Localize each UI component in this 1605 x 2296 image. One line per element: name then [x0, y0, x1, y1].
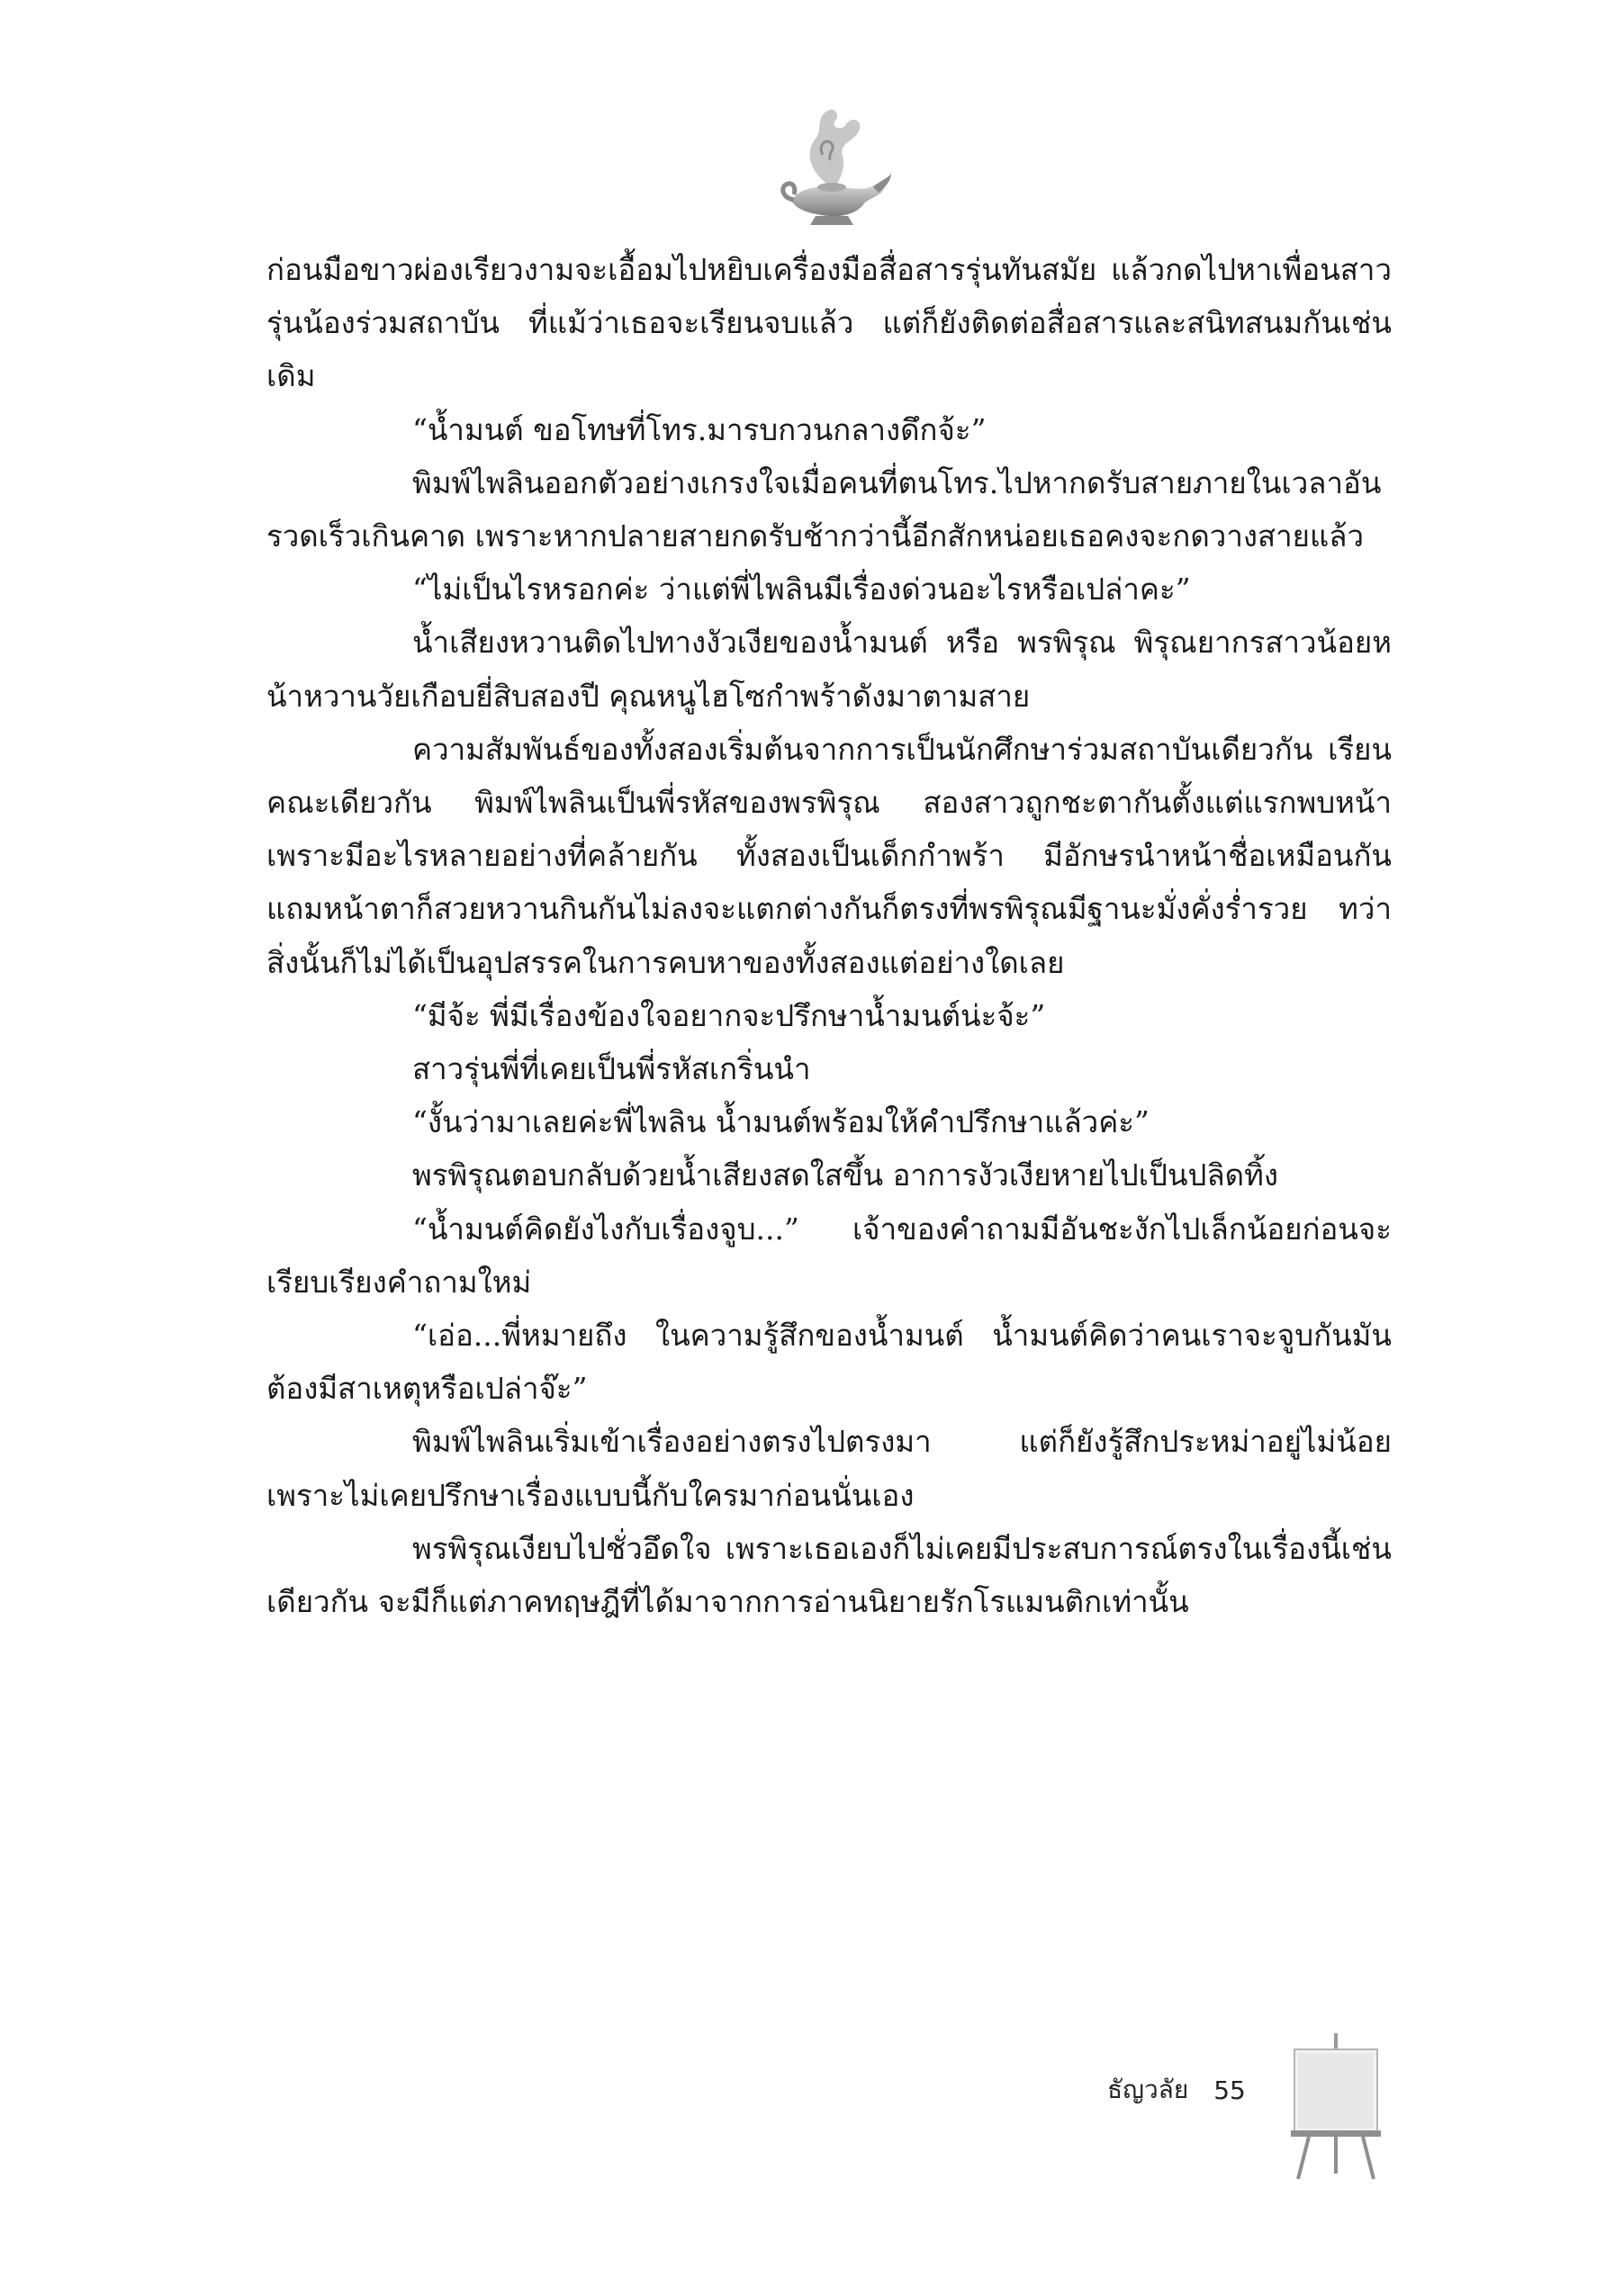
paragraph: ก่อนมือขาวผ่องเรียวงามจะเอื้อมไปหยิบเครื่องมือสื่อสารรุ่นทันสมัย แล้วกดไปหาเพื่อนสาวรุ่นน้องร่วมสถาบัน ที่แม้ว่าเธอจะเรียนจบแล้ว แต่ก็ยังติดต่อสื่อสารและสนิทสนมกันเช่นเดิม [266, 252, 1392, 394]
body-text [266, 243, 1392, 1628]
paragraph: พิมพ์ไพลินออกตัวอย่างเกรงใจเมื่อคนที่ตนโทร.ไปหากดรับสายภายในเวลาอันรวดเร็วเกินคาด เพราะหากปลายสายกดรับช้ากว่านี้อีกสักหน่อยเธอคงจะกดวางสายแล้ว [266, 464, 1382, 554]
paragraph: “มีจ้ะ พี่มีเรื่องข้องใจอยากจะปรึกษาน้ำมนต์น่ะจ้ะ” [412, 997, 1046, 1033]
page-number: 55 [1213, 2075, 1246, 2105]
footer-author: ธัญวลัย [1107, 2075, 1189, 2104]
page-footer [1107, 2070, 1246, 2110]
paragraph: พรพิรุณเงียบไปชั่วอึดใจ เพราะเธอเองก็ไม่เคยมีประสบการณ์ตรงในเรื่องนี้เช่นเดียวกัน จะมีก็แต่ภาคทฤษฎีที่ได้มาจากการอ่านนิยายรักโรแมนติกเท่านั้น [266, 1530, 1392, 1620]
paragraph: ความสัมพันธ์ของทั้งสองเริ่มต้นจากการเป็นนักศึกษาร่วมสถาบันเดียวกัน เรียนคณะเดียวกัน พิมพ์ไพลินเป็นพี่รหัสของพรพิรุณ สองสาวถูกชะตากันตั้งแต่แรกพบหน้า เพราะมีอะไรหลายอย่างที่คล้ายกัน ทั้งสองเป็นเด็กกำพร้า มีอักษรนำหน้าชื่อเหมือนกัน แถมหน้าตาก็สวยหวานกินกันไม่ลงจะแตกต่างกันก็ตรงที่พรพิรุณมีฐานะมั่งคั่งร่ำรวย ทว่าสิ่งนั้นก็ไม่ได้เป็นอุปสรรคในการคบหาของทั้งสองแต่อย่างใดเลย [266, 731, 1392, 980]
paragraph: “น้ำมนต์ ขอโทษที่โทร.มารบกวนกลางดึกจ้ะ” [412, 411, 987, 447]
paragraph: “น้ำมนต์คิดยังไงกับเรื่องจูบ...” เจ้าของคำถามมีอันชะงักไปเล็กน้อยก่อนจะเรียบเรียงคำถามใหม่ [266, 1211, 1392, 1300]
paragraph: “เอ่อ...พี่หมายถึง ในความรู้สึกของน้ำมนต์ น้ำมนต์คิดว่าคนเราจะจูบกันมันต้องมีสาเหตุหรือเปล่าจ๊ะ” [266, 1318, 1392, 1407]
genie-lamp-icon [776, 101, 893, 236]
paragraph: พิมพ์ไพลินเริ่มเข้าเรื่องอย่างตรงไปตรงมา แต่ก็ยังรู้สึกประหม่าอยู่ไม่น้อย เพราะไม่เคยปรึกษาเรื่องแบบนี้กับใครมาก่อนนั่นเอง [266, 1424, 1392, 1513]
paragraph: “งั้นว่ามาเลยค่ะพี่ไพลิน น้ำมนต์พร้อมให้คำปรึกษาแล้วค่ะ” [412, 1104, 1150, 1140]
paragraph: สาวรุ่นพี่ที่เคยเป็นพี่รหัสเกริ่นนำ [412, 1051, 811, 1087]
paragraph: “ไม่เป็นไรหรอกค่ะ ว่าแต่พี่ไพลินมีเรื่องด่วนอะไรหรือเปล่าคะ” [412, 572, 1191, 608]
paragraph: น้ำเสียงหวานติดไปทางงัวเงียของน้ำมนต์ หรือ พรพิรุณ พิรุณยากรสาวน้อยหน้าหวานวัยเกือบยี่สิบสองปี คุณหนูไฮโซกำพร้าดังมาตามสาย [266, 625, 1392, 714]
easel-icon [1285, 2030, 1384, 2183]
paragraph: พรพิรุณตอบกลับด้วยน้ำเสียงสดใสขึ้น อาการงัวเงียหายไปเป็นปลิดทิ้ง [412, 1157, 1278, 1193]
